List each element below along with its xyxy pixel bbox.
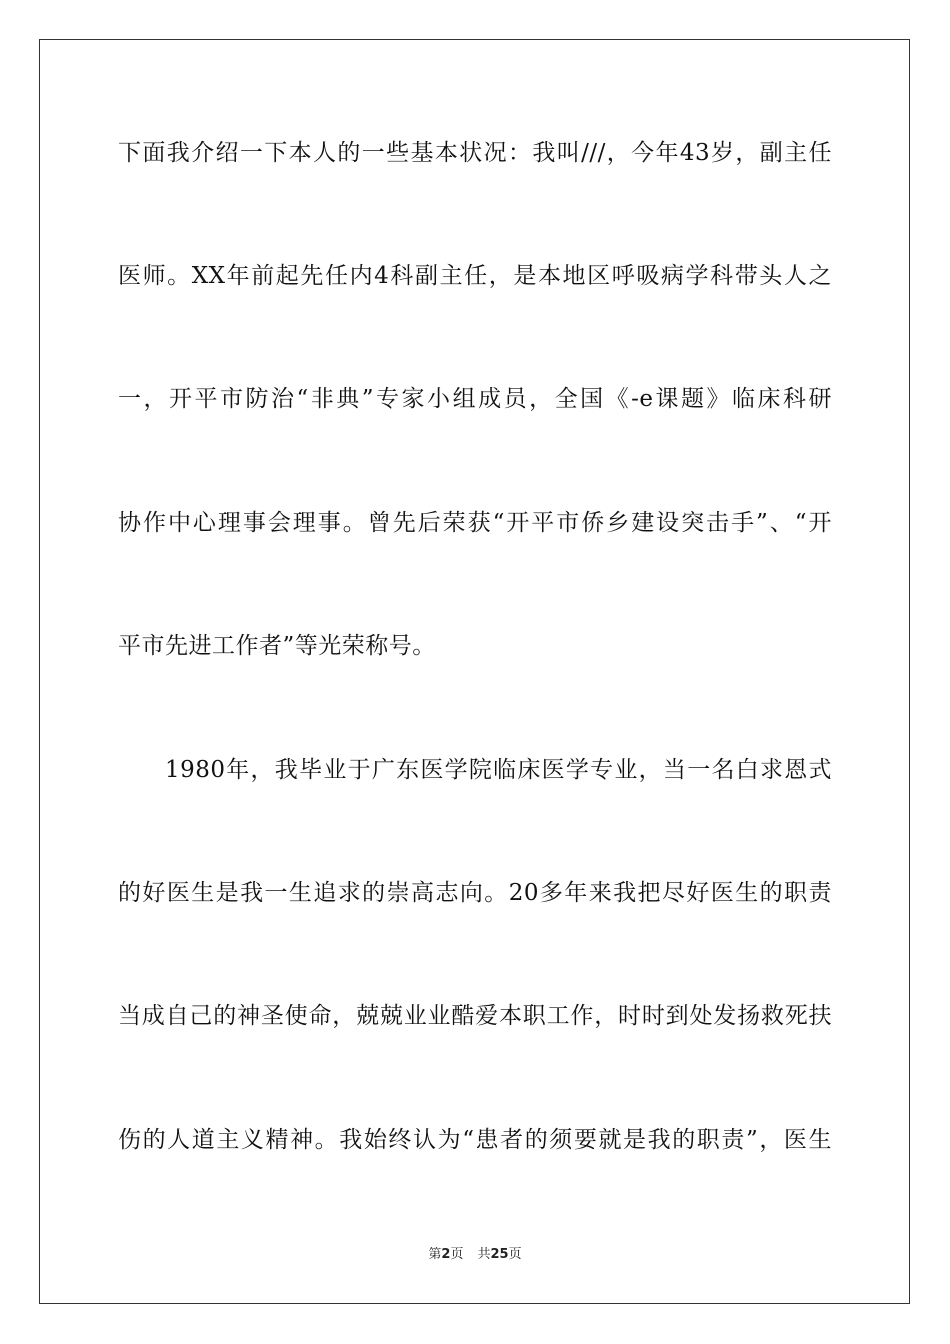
body-text-line-8: 当成自己的神圣使命，兢兢业业酷爱本职工作，时时到处发扬救死扶 bbox=[118, 1003, 832, 1029]
body-text-line-3: 一，开平市防治“非典”专家小组成员，全国《-e课题》临床科研 bbox=[118, 386, 832, 412]
total-prefix: 共 bbox=[477, 1247, 491, 1262]
body-text-line-6: 1980年，我毕业于广东医学院临床医学专业，当一名白求恩式 bbox=[165, 757, 832, 783]
page-suffix: 页 bbox=[450, 1247, 464, 1262]
page-footer bbox=[0, 1246, 950, 1264]
body-text-line-2: 医师。XX年前起先任内4科副主任，是本地区呼吸病学科带头人之 bbox=[118, 263, 832, 289]
page-number: 2 bbox=[441, 1247, 451, 1262]
body-text-line-4: 协作中心理事会理事。曾先后荣获“开平市侨乡建设突击手”、“开 bbox=[118, 510, 832, 536]
body-text-line-5: 平市先进工作者”等光荣称号。 bbox=[118, 633, 436, 659]
body-text-line-1: 下面我介绍一下本人的一些基本状况：我叫///，今年43岁，副主任 bbox=[118, 140, 832, 166]
page-prefix: 第 bbox=[428, 1247, 442, 1262]
body-text-line-9: 伤的人道主义精神。我始终认为“患者的须要就是我的职责”，医生 bbox=[118, 1127, 832, 1153]
total-pages: 25 bbox=[490, 1247, 509, 1262]
total-suffix: 页 bbox=[508, 1247, 522, 1262]
page-border bbox=[39, 39, 910, 1304]
body-text-line-7: 的好医生是我一生追求的崇高志向。20多年来我把尽好医生的职责 bbox=[118, 880, 832, 906]
